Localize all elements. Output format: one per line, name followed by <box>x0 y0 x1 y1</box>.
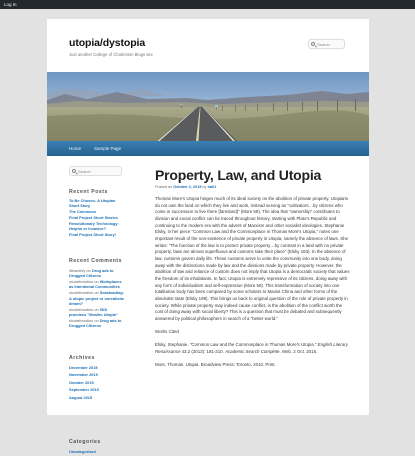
comment-post-link[interactable]: Drug ads to Drugged Citizens <box>69 268 114 279</box>
comment-separator: on <box>85 268 92 273</box>
archives-list <box>69 365 125 402</box>
post-date-link[interactable]: October 2, 2015 <box>173 185 202 189</box>
comment-post-link[interactable]: ISIS promises "Muslim Utopia" <box>69 306 118 318</box>
works-cited-heading: Works Cited <box>155 329 179 335</box>
post-meta <box>155 185 351 189</box>
post-article <box>155 167 351 375</box>
page <box>47 19 369 454</box>
archive-link[interactable]: November 2015 <box>69 372 98 378</box>
citation-text: . Web. 2 Oct. 2015. <box>279 348 318 354</box>
nav-item-sample-page[interactable]: Sample Page <box>94 146 122 151</box>
citation-journal: English Literary Renaissance <box>155 342 348 354</box>
site-title[interactable]: utopia/dystopia <box>69 37 146 49</box>
comment-author[interactable]: nicolefrandino <box>69 279 94 285</box>
recent-comment <box>69 307 125 318</box>
citation-more: More, Thomas. Utopia. Broadview Press: Toronto, 2010. Print. <box>155 362 276 368</box>
categories-list <box>69 449 125 456</box>
header-banner-image <box>47 72 369 141</box>
recent-post-link[interactable]: Final Project Short Story! <box>69 232 116 238</box>
recent-post-link[interactable]: To Be Chosen- A Utopian Short Story <box>69 198 116 209</box>
comment-separator: on <box>93 306 100 312</box>
comment-author[interactable]: nicolefrandino <box>69 306 94 312</box>
recent-comment <box>69 318 125 329</box>
archive-link[interactable]: August 2015 <box>69 394 93 400</box>
category-link[interactable]: Uncategorized <box>69 449 96 454</box>
archive-link[interactable]: December 2015 <box>69 365 98 370</box>
recent-post-link[interactable]: Final Project Short Stories <box>69 215 118 221</box>
admin-bar <box>0 0 415 9</box>
search-icon <box>311 42 315 46</box>
archives-title: Archives <box>69 355 95 361</box>
post-title[interactable]: Property, Law, and Utopia <box>155 167 322 183</box>
recent-post-link[interactable]: The Commons <box>69 209 97 215</box>
recent-comment <box>69 279 125 290</box>
archive-link[interactable]: October 2015 <box>69 379 94 385</box>
search-placeholder: Search <box>78 169 91 175</box>
site-description: Just another College of Charleston Blogs site <box>69 52 153 57</box>
recent-comment <box>69 268 125 279</box>
comment-post-link[interactable]: Workplaces as Intentional Communities <box>69 279 122 290</box>
citation-database: Academic Search Complete <box>225 348 280 354</box>
comment-post-link[interactable]: Drug ads to Drugged Citizens <box>69 318 122 329</box>
comment-separator: on <box>93 290 100 296</box>
comment-author[interactable]: nicolefrandino <box>69 290 94 296</box>
post-author-link[interactable]: hall1 <box>207 185 217 189</box>
citation-text: Elsky, Stephanie. "Common Law and the Commonplace in Thomas More's Utopia." <box>155 342 318 348</box>
comment-separator: on <box>93 279 100 285</box>
search-placeholder: Search <box>317 42 330 48</box>
recent-posts-title: Recent Posts <box>69 189 108 195</box>
main-navigation <box>47 141 369 156</box>
desert-road-image <box>47 72 369 141</box>
comment-author[interactable]: nicolefrandino <box>69 318 94 324</box>
post-paragraph: Thomas More's Utopia hinges much of its ideal society on the abolition of private property. Utopians do not own the land on which they live and work, instead serving as "cultivators…by citizens who come in succession to live there [farmland]" (More 59). The idea that "ownership" contributes to division and social conflict can be traced throughout history, starting with Plato's Republic and continuing to the modern era with the advent of Marxism and other socialist ideologies. Stephanie Elsky, in her piece "Common Law and the Commonplace in Thomas More's Utopia," notes one important result of the non-existence of private property in Utopia, namely the absence of laws. She writes: "The function of the law is to protect private property…by contrast in a land with no private property, laws are almost superfluous and customs take their place" (Elsky 193). In the absence of law, customs govern daily life. These customs serve to unite the community into one body, doing away with the distinctions made by law and the divisions made by private property. However, the abolition of law and reliance of custom does not imply that Utopia is a democratic society that values the freedom of its inhabitants. In fact, Utopia is extremely repressive of its citizens, doing away with any form of individualism and self-expression (More 59). This transformation of society into one totalitarian body has been compared by some scholars to Maoist China and other forms of the absolutist state (Elsky 199). This brings us back to original question of the role of private property in society. While private property may indeed cause conflict, is the abolition of the conflict worth the cost of doing away with social liberty? This is a question that must be debated and subsequently answered by political philosophers in search of a "better world." <box>155 196 350 321</box>
comment-author[interactable]: lilbrantley <box>69 268 86 273</box>
citation-text: 43.2 (2013): 181-210. <box>180 348 226 354</box>
citation-elsky <box>155 342 351 355</box>
post-content <box>155 196 351 369</box>
comment-separator: on <box>93 318 100 324</box>
recent-post-link[interactable]: Revolutionary Technology: Helpful or Invasive? <box>69 220 119 232</box>
recent-comments-title: Recent Comments <box>69 258 123 264</box>
recent-posts-list <box>69 198 125 238</box>
categories-title: Categories <box>69 439 101 445</box>
login-link[interactable]: Log In <box>4 2 17 7</box>
header-search-input[interactable] <box>308 39 345 49</box>
archive-link[interactable]: September 2015 <box>69 387 99 393</box>
sidebar-search-input[interactable] <box>69 166 122 176</box>
recent-comments-list <box>69 268 125 329</box>
nav-item-home[interactable]: Home <box>69 146 82 151</box>
recent-comment <box>69 290 125 306</box>
meta-by: by <box>201 185 208 189</box>
comment-post-link[interactable]: Seasteading: A utopic project or unrealistic dream? <box>69 290 124 306</box>
meta-posted-on: Posted on <box>155 185 174 189</box>
search-icon <box>72 169 76 173</box>
